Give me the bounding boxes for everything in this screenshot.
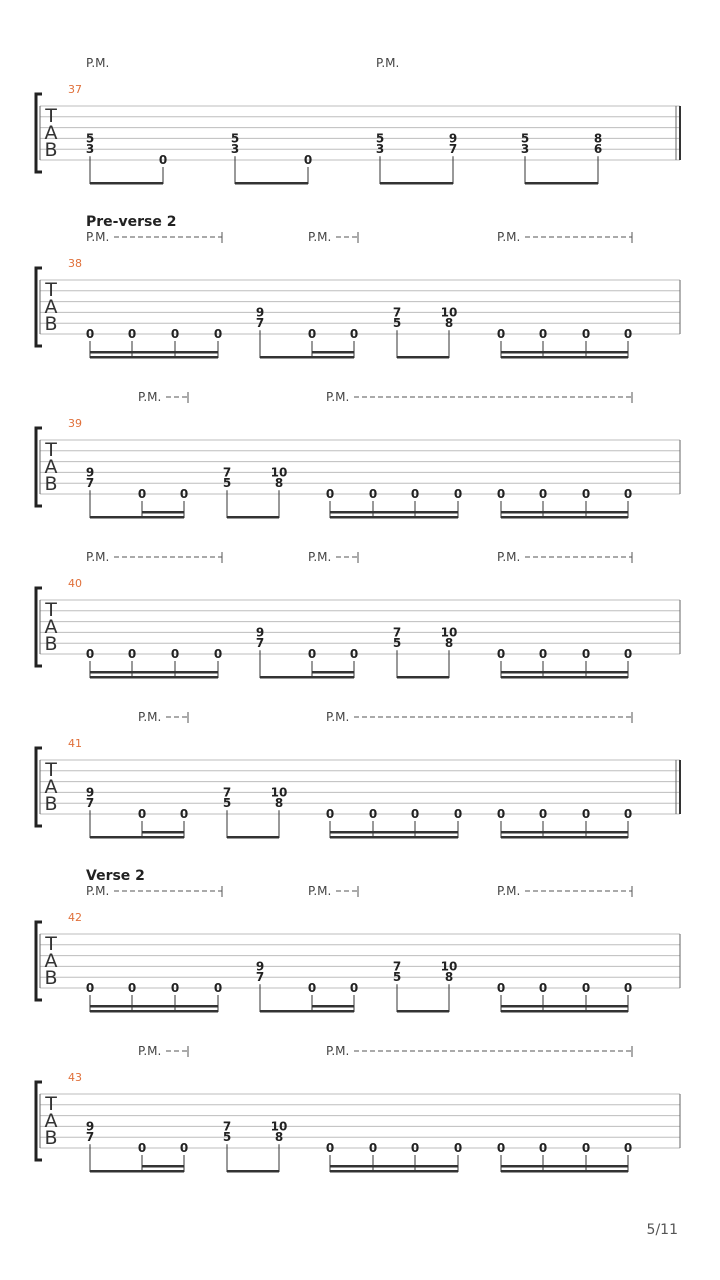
fret-number: 8	[444, 970, 454, 985]
beam	[501, 836, 628, 839]
beam	[90, 676, 218, 679]
tab-system-40	[36, 550, 680, 679]
beam	[142, 836, 184, 839]
palm-mute-label: P.M.	[138, 710, 162, 724]
fret-number: 6	[593, 142, 603, 157]
tab-clef-letter: B	[44, 793, 58, 815]
fret-number: 0	[158, 153, 168, 167]
fret-number: 3	[520, 142, 530, 157]
beam	[501, 1170, 628, 1173]
fret-number: 8	[274, 796, 284, 811]
beam-secondary	[501, 1005, 628, 1008]
fret-number: 0	[623, 981, 633, 995]
palm-mute-label: P.M.	[138, 1044, 162, 1058]
fret-number: 8	[444, 316, 454, 331]
fret-number: 10	[440, 959, 458, 974]
beam-secondary	[142, 1165, 184, 1168]
palm-mute-label: P.M.	[497, 550, 521, 564]
fret-number: 7	[392, 625, 402, 640]
fret-number: 7	[222, 785, 232, 800]
fret-number: 0	[325, 487, 335, 501]
fret-number: 0	[538, 327, 548, 341]
fret-number: 7	[222, 465, 232, 480]
fret-number: 7	[392, 305, 402, 320]
fret-number: 5	[222, 476, 232, 491]
fret-number: 0	[496, 487, 506, 501]
fret-number: 0	[349, 647, 359, 661]
fret-number: 7	[85, 796, 95, 811]
fret-number: 9	[85, 1119, 95, 1134]
beam	[90, 356, 218, 359]
beam	[312, 676, 354, 679]
fret-number: 0	[307, 981, 317, 995]
beam	[501, 1010, 628, 1013]
beam	[90, 182, 163, 185]
fret-number: 0	[496, 647, 506, 661]
fret-number: 8	[274, 476, 284, 491]
section-label: Pre-verse 2	[86, 214, 177, 230]
palm-mute-label: P.M.	[86, 884, 110, 898]
fret-number: 0	[127, 647, 137, 661]
fret-number: 5	[222, 1130, 232, 1145]
fret-number: 9	[255, 625, 265, 640]
beam	[227, 1170, 279, 1173]
fret-number: 0	[538, 647, 548, 661]
beam	[501, 516, 628, 519]
palm-mute-label: P.M.	[497, 884, 521, 898]
beam-secondary	[312, 351, 354, 354]
fret-number: 9	[255, 959, 265, 974]
palm-mute-label: P.M.	[138, 390, 162, 404]
palm-mute-label: P.M.	[326, 390, 350, 404]
fret-number: 0	[349, 327, 359, 341]
fret-number: 9	[255, 305, 265, 320]
palm-mute-label: P.M.	[308, 884, 332, 898]
beam	[235, 182, 308, 185]
measure-number: 43	[68, 1071, 82, 1084]
fret-number: 7	[222, 1119, 232, 1134]
fret-number: 0	[368, 807, 378, 821]
palm-mute-label: P.M.	[326, 710, 350, 724]
fret-number: 0	[538, 487, 548, 501]
tab-system-39	[36, 390, 680, 519]
beam	[380, 182, 453, 185]
beam	[397, 356, 449, 359]
fret-number: 5	[230, 131, 240, 146]
fret-number: 0	[623, 327, 633, 341]
palm-mute-label: P.M.	[326, 1044, 350, 1058]
beam	[330, 836, 458, 839]
tab-clef-letter: A	[44, 950, 58, 972]
tab-clef-letter: T	[45, 105, 57, 127]
fret-number: 7	[85, 1130, 95, 1145]
tab-system-41	[36, 710, 680, 839]
fret-number: 9	[448, 131, 458, 146]
fret-number: 8	[593, 131, 603, 146]
measure-number: 37	[68, 83, 82, 96]
beam-secondary	[312, 671, 354, 674]
tab-clef-letter: T	[45, 1093, 57, 1115]
beam	[397, 676, 449, 679]
fret-number: 0	[213, 981, 223, 995]
fret-number: 0	[496, 327, 506, 341]
fret-number: 5	[520, 131, 530, 146]
fret-number: 7	[392, 959, 402, 974]
fret-number: 5	[85, 131, 95, 146]
fret-number: 10	[270, 465, 288, 480]
fret-number: 3	[230, 142, 240, 157]
fret-number: 0	[127, 327, 137, 341]
tab-clef-letter: B	[44, 313, 58, 335]
fret-number: 0	[85, 327, 95, 341]
tab-clef-letter: T	[45, 933, 57, 955]
fret-number: 10	[270, 1119, 288, 1134]
fret-number: 0	[349, 981, 359, 995]
beam	[525, 182, 598, 185]
fret-number: 0	[179, 487, 189, 501]
fret-number: 0	[137, 487, 147, 501]
fret-number: 5	[392, 636, 402, 651]
fret-number: 0	[170, 327, 180, 341]
fret-number: 7	[255, 636, 265, 651]
fret-number: 0	[307, 327, 317, 341]
fret-number: 0	[623, 647, 633, 661]
fret-number: 0	[325, 807, 335, 821]
fret-number: 0	[496, 1141, 506, 1155]
fret-number: 0	[623, 487, 633, 501]
beam-secondary	[312, 1005, 354, 1008]
fret-number: 0	[453, 1141, 463, 1155]
beam-secondary	[501, 671, 628, 674]
beam-secondary	[330, 1165, 458, 1168]
fret-number: 9	[85, 465, 95, 480]
fret-number: 5	[222, 796, 232, 811]
measure-number: 38	[68, 257, 82, 270]
fret-number: 0	[410, 807, 420, 821]
fret-number: 8	[444, 636, 454, 651]
fret-number: 0	[368, 487, 378, 501]
palm-mute-label: P.M.	[308, 230, 332, 244]
beam-secondary	[330, 831, 458, 834]
fret-number: 7	[255, 316, 265, 331]
beam-secondary	[90, 671, 218, 674]
beam	[312, 1010, 354, 1013]
tab-clef-letter: B	[44, 139, 58, 161]
beam-secondary	[501, 351, 628, 354]
fret-number: 0	[538, 807, 548, 821]
fret-number: 0	[170, 647, 180, 661]
tab-clef-letter: A	[44, 616, 58, 638]
fret-number: 0	[538, 1141, 548, 1155]
fret-number: 3	[375, 142, 385, 157]
palm-mute-label: P.M.	[376, 56, 400, 70]
fret-number: 0	[303, 153, 313, 167]
palm-mute-label: P.M.	[86, 230, 110, 244]
beam-secondary	[501, 1165, 628, 1168]
tab-clef-letter: B	[44, 1127, 58, 1149]
fret-number: 0	[127, 981, 137, 995]
tab-clef-letter: A	[44, 1110, 58, 1132]
beam	[501, 356, 628, 359]
fret-number: 0	[453, 487, 463, 501]
beam	[330, 1170, 458, 1173]
tab-clef-letter: T	[45, 759, 57, 781]
fret-number: 0	[137, 1141, 147, 1155]
fret-number: 0	[85, 647, 95, 661]
beam-secondary	[330, 511, 458, 514]
tab-system-42	[36, 868, 680, 1013]
beam	[501, 676, 628, 679]
beam	[227, 836, 279, 839]
fret-number: 0	[410, 1141, 420, 1155]
fret-number: 0	[368, 1141, 378, 1155]
page-number: 5/11	[646, 1222, 678, 1238]
fret-number: 7	[255, 970, 265, 985]
section-label: Verse 2	[86, 868, 145, 884]
beam	[227, 516, 279, 519]
tab-clef-letter: B	[44, 473, 58, 495]
fret-number: 0	[325, 1141, 335, 1155]
palm-mute-label: P.M.	[86, 550, 110, 564]
tab-clef-letter: B	[44, 967, 58, 989]
tab-clef-letter: T	[45, 599, 57, 621]
fret-number: 9	[85, 785, 95, 800]
fret-number: 0	[581, 807, 591, 821]
tab-system-37	[36, 56, 680, 185]
tab-clef-letter: T	[45, 279, 57, 301]
beam	[397, 1010, 449, 1013]
fret-number: 3	[85, 142, 95, 157]
fret-number: 0	[623, 1141, 633, 1155]
fret-number: 5	[375, 131, 385, 146]
tab-clef-letter: B	[44, 633, 58, 655]
fret-number: 0	[179, 1141, 189, 1155]
tab-clef-letter: A	[44, 776, 58, 798]
tab-clef-letter: A	[44, 456, 58, 478]
fret-number: 0	[538, 981, 548, 995]
beam	[90, 1010, 218, 1013]
measure-number: 39	[68, 417, 82, 430]
beam-secondary	[501, 831, 628, 834]
fret-number: 0	[410, 487, 420, 501]
tab-system-38	[36, 214, 680, 359]
fret-number: 0	[85, 981, 95, 995]
fret-number: 10	[440, 625, 458, 640]
fret-number: 0	[170, 981, 180, 995]
beam	[330, 516, 458, 519]
measure-number: 40	[68, 577, 82, 590]
fret-number: 0	[581, 981, 591, 995]
beam-secondary	[90, 1005, 218, 1008]
tab-clef-letter: T	[45, 439, 57, 461]
fret-number: 0	[137, 807, 147, 821]
fret-number: 0	[179, 807, 189, 821]
fret-number: 7	[85, 476, 95, 491]
fret-number: 7	[448, 142, 458, 157]
measure-number: 42	[68, 911, 82, 924]
fret-number: 0	[581, 487, 591, 501]
fret-number: 0	[307, 647, 317, 661]
beam-secondary	[501, 511, 628, 514]
measure-number: 41	[68, 737, 82, 750]
palm-mute-label: P.M.	[497, 230, 521, 244]
fret-number: 0	[581, 327, 591, 341]
tab-clef-letter: A	[44, 296, 58, 318]
fret-number: 0	[623, 807, 633, 821]
fret-number: 0	[453, 807, 463, 821]
tab-clef-letter: A	[44, 122, 58, 144]
fret-number: 5	[392, 316, 402, 331]
fret-number: 0	[496, 981, 506, 995]
fret-number: 10	[440, 305, 458, 320]
palm-mute-label: P.M.	[308, 550, 332, 564]
beam	[312, 356, 354, 359]
beam	[142, 516, 184, 519]
fret-number: 0	[213, 647, 223, 661]
beam-secondary	[90, 351, 218, 354]
fret-number: 0	[213, 327, 223, 341]
palm-mute-label: P.M.	[86, 56, 110, 70]
beam-secondary	[142, 831, 184, 834]
fret-number: 0	[581, 647, 591, 661]
fret-number: 0	[581, 1141, 591, 1155]
fret-number: 5	[392, 970, 402, 985]
beam-secondary	[142, 511, 184, 514]
fret-number: 8	[274, 1130, 284, 1145]
beam	[142, 1170, 184, 1173]
tab-system-43	[36, 1044, 680, 1173]
fret-number: 0	[496, 807, 506, 821]
fret-number: 10	[270, 785, 288, 800]
